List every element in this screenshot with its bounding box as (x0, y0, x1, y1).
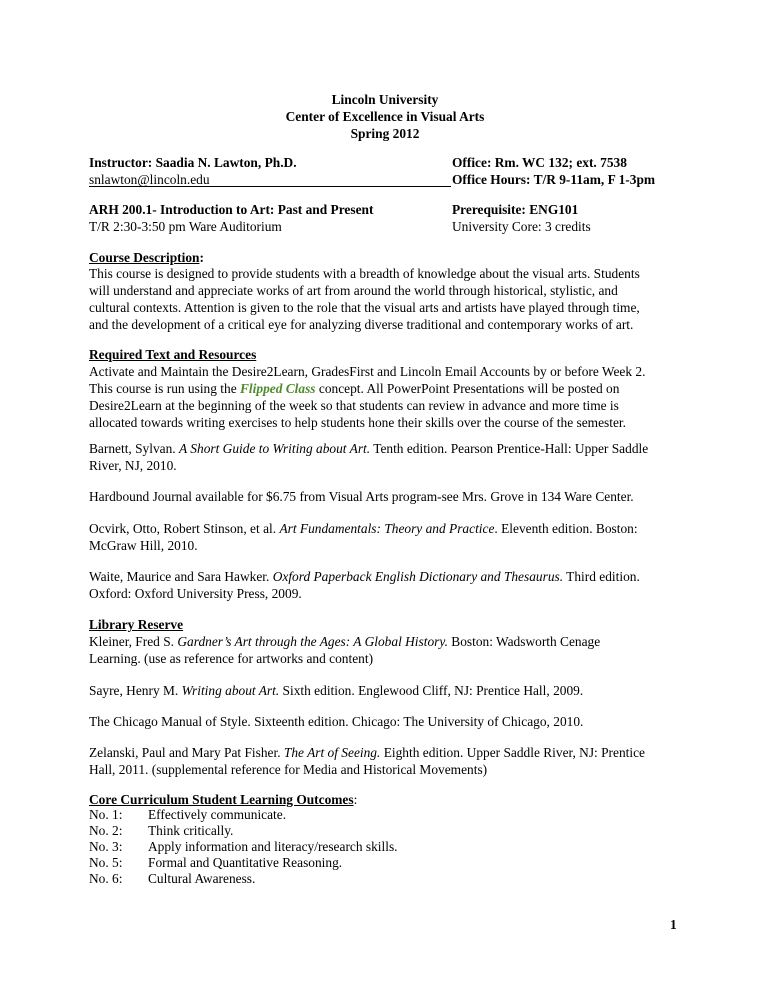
outcomes-heading: Core Curriculum Student Learning Outcomes: (89, 792, 358, 807)
reference-barnett: Barnett, Sylvan. A Short Guide to Writing about Art. Tenth edition. Pearson Prentice-Hall: Upper Saddle (89, 441, 649, 456)
reference-waite: Waite, Maurice and Sara Hawker. Oxford Paperback English Dictionary and Thesaurus. Third edition. (89, 569, 640, 584)
reference-chicago: The Chicago Manual of Style. Sixteenth edition. Chicago: The University of Chicago, 2010. (89, 714, 584, 729)
reference-zelanski-cont: Hall, 2011. (supplemental reference for Media and Historical Movements) (89, 762, 488, 777)
office-location: Office: Rm. WC 132; ext. 7538 (452, 155, 627, 170)
reference-ocvirk-cont: McGraw Hill, 2010. (89, 538, 198, 553)
instructor-name: Instructor: Saadia N. Lawton, Ph.D. (89, 155, 297, 170)
course-title: ARH 200.1- Introduction to Art: Past and Present (89, 202, 374, 217)
office-hours: Office Hours: T/R 9-11am, F 1-3pm (452, 172, 656, 187)
description-line: This course is designed to provide students with a breadth of knowledge about the visual arts. Students (89, 266, 640, 281)
flipped-class-term: Flipped Class (240, 381, 316, 396)
university-name: Lincoln University (331, 92, 439, 107)
description-line: and the development of a critical eye for analyzing diverse traditional and contemporary works of art. (89, 317, 634, 332)
resources-line: Activate and Maintain the Desire2Learn, GradesFirst and Lincoln Email Accounts by or before Week 2. (89, 364, 646, 379)
list-item: No. 6: Cultural Awareness. (89, 871, 256, 886)
resources-line: allocated towards writing exercises to help students hone their skills over the course of the semester. (89, 415, 626, 430)
list-item: No. 1: Effectively communicate. (89, 807, 287, 822)
description-line: cultural contexts. Attention is given to the role that the visual arts and artists have played through time, (89, 300, 640, 315)
reference-zelanski: Zelanski, Paul and Mary Pat Fisher. The Art of Seeing. Eighth edition. Upper Saddle River, NJ: Prentice (89, 745, 645, 760)
list-item: No. 5: Formal and Quantitative Reasoning. (89, 855, 343, 870)
reference-waite-cont: Oxford: Oxford University Press, 2009. (89, 586, 302, 601)
list-item: No. 2: Think critically. (89, 823, 234, 838)
syllabus-page (89, 0, 689, 994)
list-item: No. 3: Apply information and literacy/research skills. (89, 839, 398, 854)
reference-sayre: Sayre, Henry M. Writing about Art. Sixth edition. Englewood Cliff, NJ: Prentice Hall, 2009. (89, 683, 584, 698)
page-number: 1 (670, 917, 677, 932)
prerequisite: Prerequisite: ENG101 (452, 202, 579, 217)
reference-ocvirk: Ocvirk, Otto, Robert Stinson, et al. Art Fundamentals: Theory and Practice. Eleventh edition. Boston: (89, 521, 638, 536)
core-credits: University Core: 3 credits (452, 219, 591, 234)
resources-line: Desire2Learn at the beginning of the week so that students can review in advance and more time is (89, 398, 619, 413)
reference-kleiner-cont: Learning. (use as reference for artworks and content) (89, 651, 374, 666)
course-schedule: T/R 2:30-3:50 pm Ware Auditorium (89, 219, 282, 234)
journal-note: Hardbound Journal available for $6.75 from Visual Arts program-see Mrs. Grove in 134 Ware Center. (89, 489, 634, 504)
course-description-heading: Course Description: (89, 250, 204, 265)
resources-line: This course is run using the Flipped Class concept. All PowerPoint Presentations will be posted on (89, 381, 620, 396)
library-reserve-heading: Library Reserve (89, 617, 184, 632)
document-header (89, 91, 681, 142)
required-text-heading: Required Text and Resources (89, 347, 257, 362)
description-line: will understand and appreciate works of art from around the world through historical, stylistic, and (89, 283, 618, 298)
instructor-email[interactable]: snlawton@lincoln.edu (89, 172, 210, 187)
reference-barnett-cont: River, NJ, 2010. (89, 458, 177, 473)
term: Spring 2012 (350, 126, 420, 141)
center-name: Center of Excellence in Visual Arts (285, 109, 485, 124)
reference-kleiner: Kleiner, Fred S. Gardner’s Art through the Ages: A Global History. Boston: Wadsworth Cenage (89, 634, 601, 649)
